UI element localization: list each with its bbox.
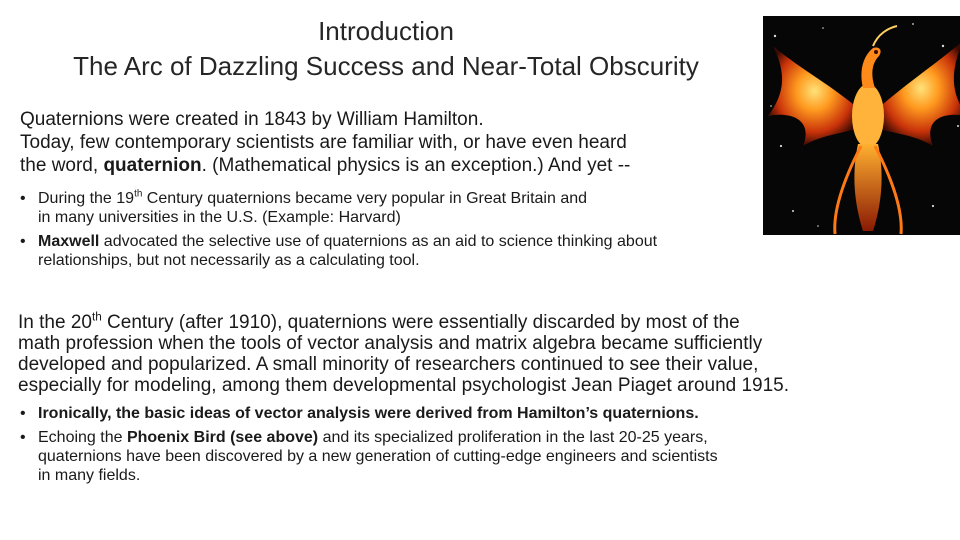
bullet-text-line-2: quaternions have been discovered by a new generation of cutting-edge engineers and scientists [38, 448, 718, 465]
intro-line-3-post: . (Mathematical physics is an exception.) And yet -- [201, 155, 631, 176]
list-item [18, 404, 918, 423]
para2-line-4: especially for modeling, among them developmental psychologist Jean Piaget around 1915. [18, 375, 790, 396]
bullet-text-pre: During the 19 [38, 190, 135, 207]
list-item [18, 232, 828, 270]
title-line-1: Introduction [318, 16, 454, 46]
intro-line-1: Quaternions were created in 1843 by William Hamilton. [20, 109, 484, 130]
bullet-list-vector-analysis [18, 404, 918, 490]
bullet-list-19th-century [18, 189, 828, 275]
bullet-text-line-2: in many universities in the U.S. (Example: Harvard) [38, 209, 401, 226]
list-item [18, 428, 918, 485]
intro-paragraph [20, 108, 760, 177]
bullet-dot: • [20, 233, 26, 250]
bullet-text-post: advocated the selective use of quaternions as an aid to science thinking about [99, 233, 658, 250]
para2-line-1-post: Century (after 1910), quaternions were essentially discarded by most of the [101, 312, 740, 333]
intro-line-3-pre: the word, [20, 155, 104, 176]
bullet-dot: • [20, 405, 26, 422]
bullet-text-post: Century quaternions became very popular in Great Britain and [142, 190, 588, 207]
bullet-text-line-2: relationships, but not necessarily as a calculating tool. [38, 252, 420, 269]
phoenix-bird-ref: Phoenix Bird (see above) [126, 429, 319, 446]
para2-line-1-pre: In the 20 [18, 312, 92, 333]
list-item [18, 189, 828, 227]
title-line-2: The Arc of Dazzling Success and Near-Total Obscurity [73, 51, 699, 81]
bullet-text-line-3: in many fields. [38, 467, 141, 484]
bullet-dot: • [20, 429, 26, 446]
para2-sup: th [91, 310, 102, 324]
para2-line-3: developed and popularized. A small minority of researchers continued to see their value, [18, 354, 759, 375]
maxwell-name: Maxwell [38, 233, 100, 250]
slide-title [20, 14, 752, 84]
intro-line-2: Today, few contemporary scientists are familiar with, or have even heard [20, 132, 627, 153]
para2-line-2: math profession when the tools of vector analysis and matrix algebra became sufficiently [18, 333, 763, 354]
bullet-text-pre: Echoing the [38, 429, 127, 446]
bullet-sup: th [134, 188, 143, 200]
ironically-statement: Ironically, the basic ideas of vector analysis were derived from Hamilton’s quaternions. [38, 405, 699, 422]
twentieth-century-paragraph [18, 312, 918, 396]
quaternion-term: quaternion [103, 155, 202, 176]
intro-line-3 [20, 154, 760, 177]
bullet-dot: • [20, 190, 26, 207]
bullet-text-post: and its specialized proliferation in the last 20-25 years, [318, 429, 708, 446]
